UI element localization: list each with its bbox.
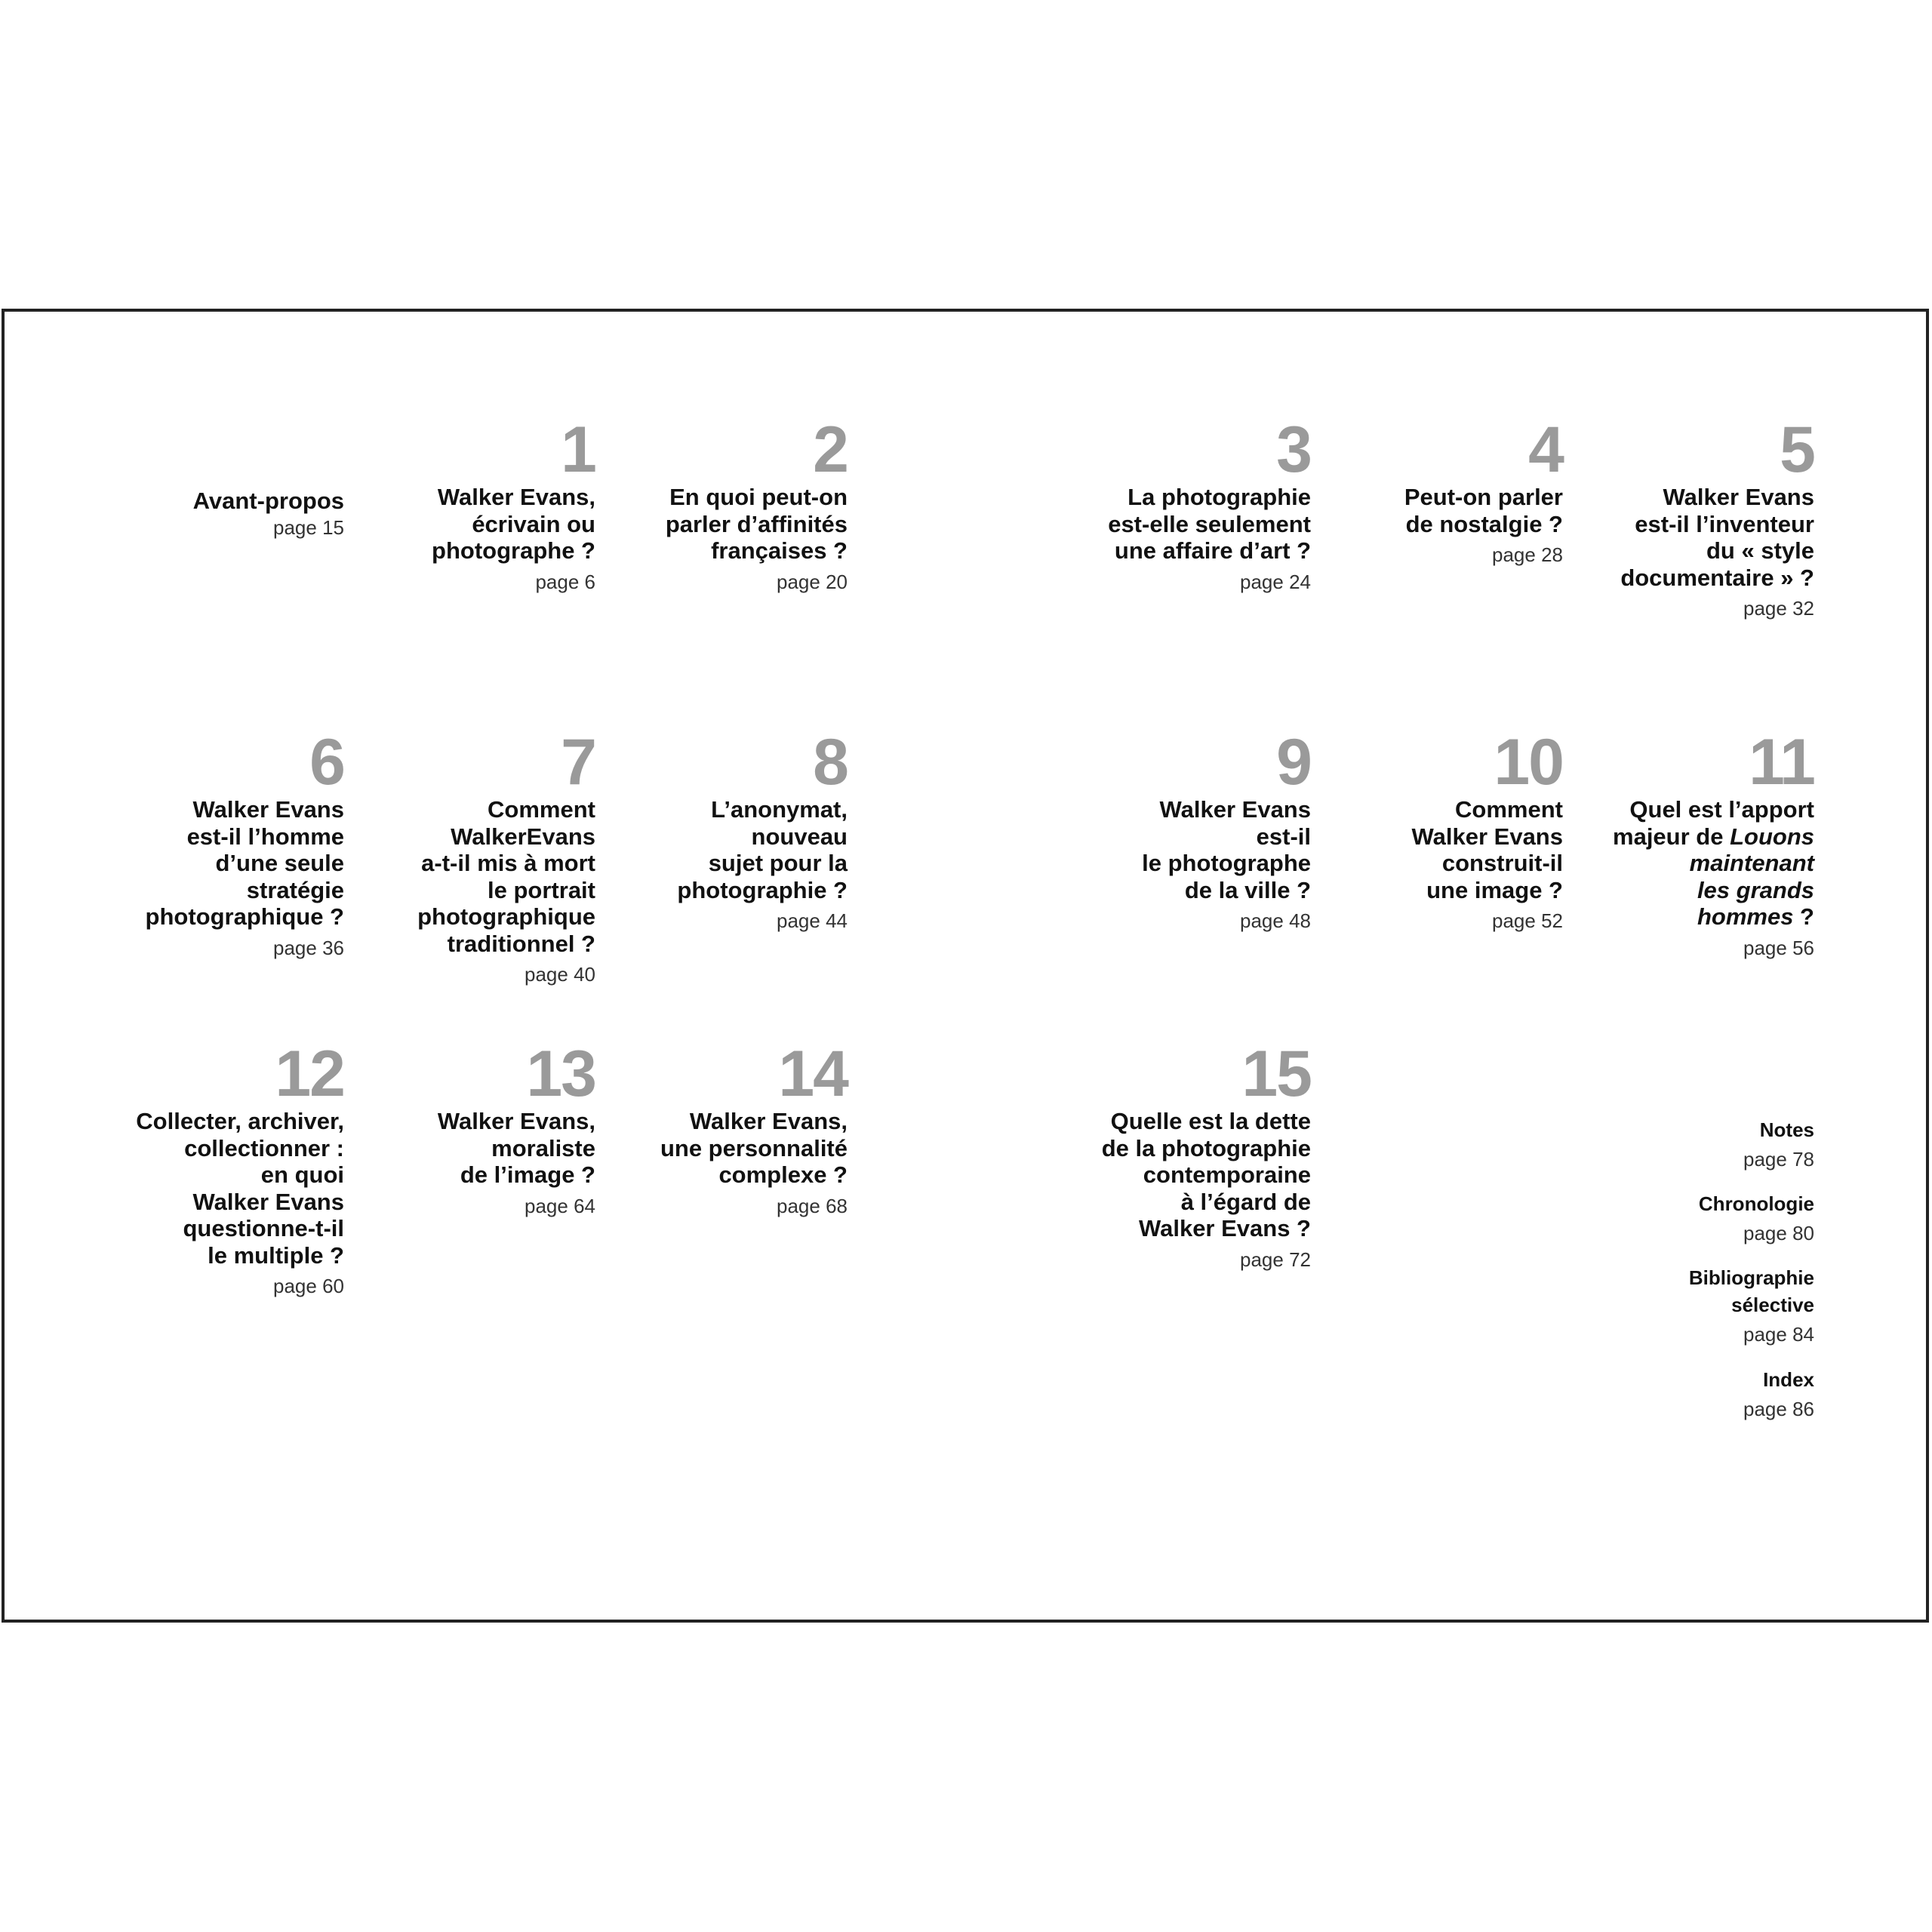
chapter-number: 7 — [561, 726, 595, 798]
entry-page: page 78 — [1743, 1148, 1814, 1171]
toc-entry-chapter-8[interactable] — [677, 726, 848, 934]
chapter-number: 15 — [1241, 1038, 1311, 1110]
entry-title: Avant-propos — [192, 488, 344, 514]
toc-entry-chapter-2[interactable] — [665, 414, 848, 595]
entry-page: page 72 — [1240, 1247, 1311, 1271]
entry-page: page 80 — [1743, 1222, 1814, 1244]
entry-title: Index — [1763, 1368, 1814, 1391]
entry-page: page 28 — [1492, 543, 1563, 566]
entry-title: Notes — [1759, 1118, 1814, 1141]
entry-title: Walker Evans, moraliste de l’image ? — [437, 1108, 595, 1188]
entry-page: page 68 — [777, 1194, 848, 1217]
entry-title-text: Quel est l’apport majeur de — [1613, 796, 1814, 850]
toc-entry-chapter-14[interactable] — [660, 1038, 848, 1219]
entry-title: Walker Evans, une personnalité complexe ? — [660, 1108, 848, 1188]
entry-title: En quoi peut-on parler d’affinités françaises ? — [665, 484, 848, 564]
chapter-number: 13 — [526, 1038, 595, 1110]
chapter-number: 6 — [309, 726, 344, 798]
toc-entry-chapter-3[interactable] — [1108, 414, 1311, 595]
chapter-number: 14 — [778, 1038, 848, 1110]
toc-entry-chronologie[interactable] — [1699, 1190, 1814, 1246]
entry-page: page 48 — [1240, 909, 1311, 932]
chapter-number: 1 — [561, 414, 595, 486]
entry-title: Comment WalkerEvans a-t-il mis à mort le portrait photographique traditionnel ? — [417, 796, 595, 957]
toc-entry-chapter-11[interactable] — [1613, 726, 1814, 961]
entry-title: Quelle est la dette de la photographie contemporaine à l’égard de Walker Evans ? — [1101, 1108, 1311, 1241]
toc-entry-chapter-5[interactable] — [1620, 414, 1814, 621]
chapter-number: 5 — [1780, 414, 1814, 486]
toc-entry-bibliographie[interactable] — [1689, 1264, 1814, 1347]
toc-entry-chapter-12[interactable] — [136, 1038, 344, 1299]
chapter-number: 3 — [1276, 414, 1311, 486]
toc-entry-chapter-10[interactable] — [1411, 726, 1563, 934]
entry-page: page 15 — [273, 515, 344, 539]
toc-entry-chapter-1[interactable] — [432, 414, 595, 595]
chapter-number: 11 — [1749, 726, 1814, 798]
book-title: Louons maintenant les grands hommes — [1689, 823, 1814, 930]
entry-page: page 44 — [777, 909, 848, 932]
entry-page: page 36 — [273, 936, 344, 959]
entry-page: page 52 — [1492, 909, 1563, 932]
toc-entry-chapter-4[interactable] — [1404, 414, 1563, 568]
entry-page: page 20 — [777, 570, 848, 593]
entry-page: page 56 — [1743, 936, 1814, 959]
chapter-number: 10 — [1494, 726, 1563, 798]
entry-title: L’anonymat, nouveau sujet pour la photographie ? — [677, 796, 848, 903]
entry-page: page 64 — [525, 1194, 595, 1217]
chapter-number: 4 — [1528, 414, 1563, 486]
toc-entry-chapter-9[interactable] — [1142, 726, 1311, 934]
toc-entry-index[interactable] — [1743, 1366, 1814, 1422]
entry-page: page 60 — [273, 1275, 344, 1297]
entry-title-end: ? — [1793, 903, 1814, 930]
entry-page: page 86 — [1743, 1398, 1814, 1420]
chapter-number: 2 — [813, 414, 848, 486]
toc-entry-chapter-6[interactable] — [145, 726, 344, 961]
entry-title: Walker Evans est-il l’inventeur du « style documentaire » ? — [1620, 484, 1814, 591]
chapter-number: 9 — [1276, 726, 1311, 798]
entry-title: Walker Evans, écrivain ou photographe ? — [432, 484, 595, 564]
chapter-number: 8 — [813, 726, 848, 798]
toc-entry-chapter-15[interactable] — [1101, 1038, 1311, 1272]
toc-entry-chapter-13[interactable] — [437, 1038, 595, 1219]
entry-title: La photographie est-elle seulement une affaire d’art ? — [1108, 484, 1311, 564]
entry-title: Bibliographie sélective — [1688, 1266, 1814, 1316]
toc-entry-preface[interactable] — [193, 488, 344, 540]
entry-page: page 32 — [1743, 597, 1814, 620]
entry-title: Walker Evans est-il le photographe de la ville ? — [1142, 796, 1311, 903]
entry-title: Peut-on parler de nostalgie ? — [1404, 484, 1563, 537]
chapter-number: 12 — [275, 1038, 344, 1110]
toc-entry-chapter-7[interactable] — [417, 726, 595, 987]
entry-page: page 6 — [535, 570, 595, 593]
entry-title — [1613, 796, 1814, 931]
entry-title: Comment Walker Evans construit-il une image ? — [1411, 796, 1563, 903]
entry-page: page 24 — [1240, 570, 1311, 593]
entry-title: Walker Evans est-il l’homme d’une seule stratégie photographique ? — [145, 796, 344, 930]
toc-entry-notes[interactable] — [1743, 1116, 1814, 1172]
entry-title: Chronologie — [1698, 1192, 1814, 1215]
entry-page: page 40 — [525, 963, 595, 986]
entry-title: Collecter, archiver, collectionner : en quoi Walker Evans questionne-t-il le multiple ? — [136, 1108, 344, 1269]
entry-page: page 84 — [1743, 1323, 1814, 1346]
